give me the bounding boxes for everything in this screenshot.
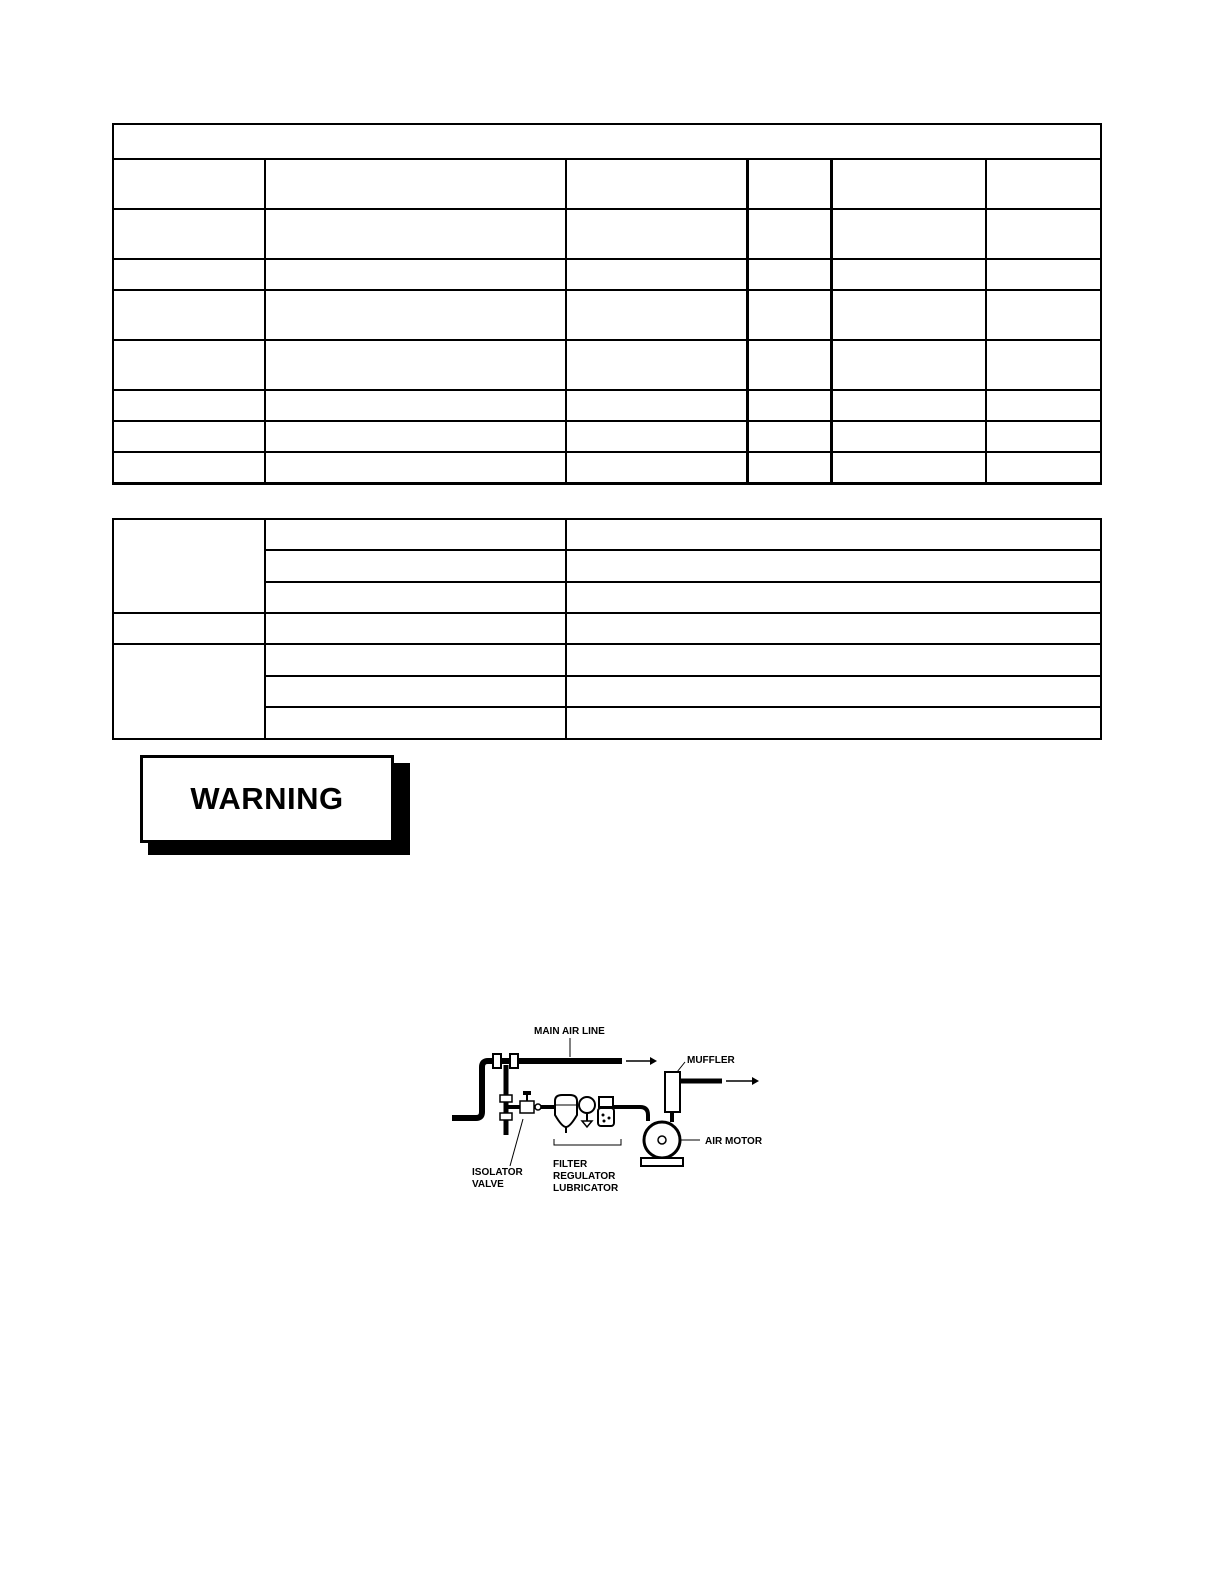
exhaust-arrow-head xyxy=(752,1077,759,1085)
leader-line xyxy=(510,1119,523,1166)
table-row xyxy=(113,259,1101,290)
table-row xyxy=(113,209,1101,259)
regulator-gauge xyxy=(579,1097,595,1113)
frl-label-line1: FILTER xyxy=(553,1159,588,1170)
table-header-row xyxy=(113,159,1101,209)
air-motor-shaft xyxy=(658,1136,666,1144)
warning-text: WARNING xyxy=(190,781,344,816)
lubricator-bowl xyxy=(598,1108,614,1126)
pipe-fitting xyxy=(500,1113,512,1120)
group-cell xyxy=(113,519,265,613)
air-motor-label: AIR MOTOR xyxy=(705,1136,763,1147)
spec-table xyxy=(112,123,1102,485)
frl-bracket xyxy=(554,1139,621,1145)
leader-line xyxy=(677,1062,685,1072)
frl-label-line3: LUBRICATOR xyxy=(553,1183,619,1194)
table-row xyxy=(113,340,1101,390)
group-cell xyxy=(113,644,265,739)
muffler-label: MUFFLER xyxy=(687,1055,735,1066)
pipe-fitting xyxy=(500,1095,512,1102)
warning-box xyxy=(140,755,394,843)
table-title-cell xyxy=(113,124,1101,159)
frl-label-line2: REGULATOR xyxy=(553,1171,616,1182)
regulator-body xyxy=(582,1121,592,1127)
table-row xyxy=(113,452,1101,483)
isolator-valve-handle xyxy=(523,1091,531,1095)
table-row xyxy=(113,390,1101,421)
air-motor-base xyxy=(641,1158,683,1166)
lubricator-head xyxy=(599,1097,613,1107)
isolator-label-line2: VALVE xyxy=(472,1179,504,1190)
table-row xyxy=(113,421,1101,452)
isolator-label-line1: ISOLATOR xyxy=(472,1167,523,1178)
table-row xyxy=(113,613,1101,644)
table-row xyxy=(113,644,1101,676)
table-row xyxy=(113,519,1101,550)
table-title-row xyxy=(113,124,1101,159)
supply-pipe xyxy=(452,1061,498,1118)
main-air-line-label: MAIN AIR LINE xyxy=(534,1026,605,1037)
motor-supply-pipe xyxy=(614,1107,648,1121)
filter-unit xyxy=(555,1095,577,1127)
table-row xyxy=(113,290,1101,340)
flow-arrow-head xyxy=(650,1057,657,1065)
muffler xyxy=(665,1072,680,1112)
isolator-valve-body xyxy=(520,1101,534,1113)
air-line-diagram xyxy=(440,1015,780,1200)
air-supply-table xyxy=(112,518,1102,740)
pipe-fitting xyxy=(510,1054,518,1068)
pipe-fitting xyxy=(535,1104,541,1110)
warning-label xyxy=(140,755,412,857)
pipe-fitting xyxy=(493,1054,501,1068)
